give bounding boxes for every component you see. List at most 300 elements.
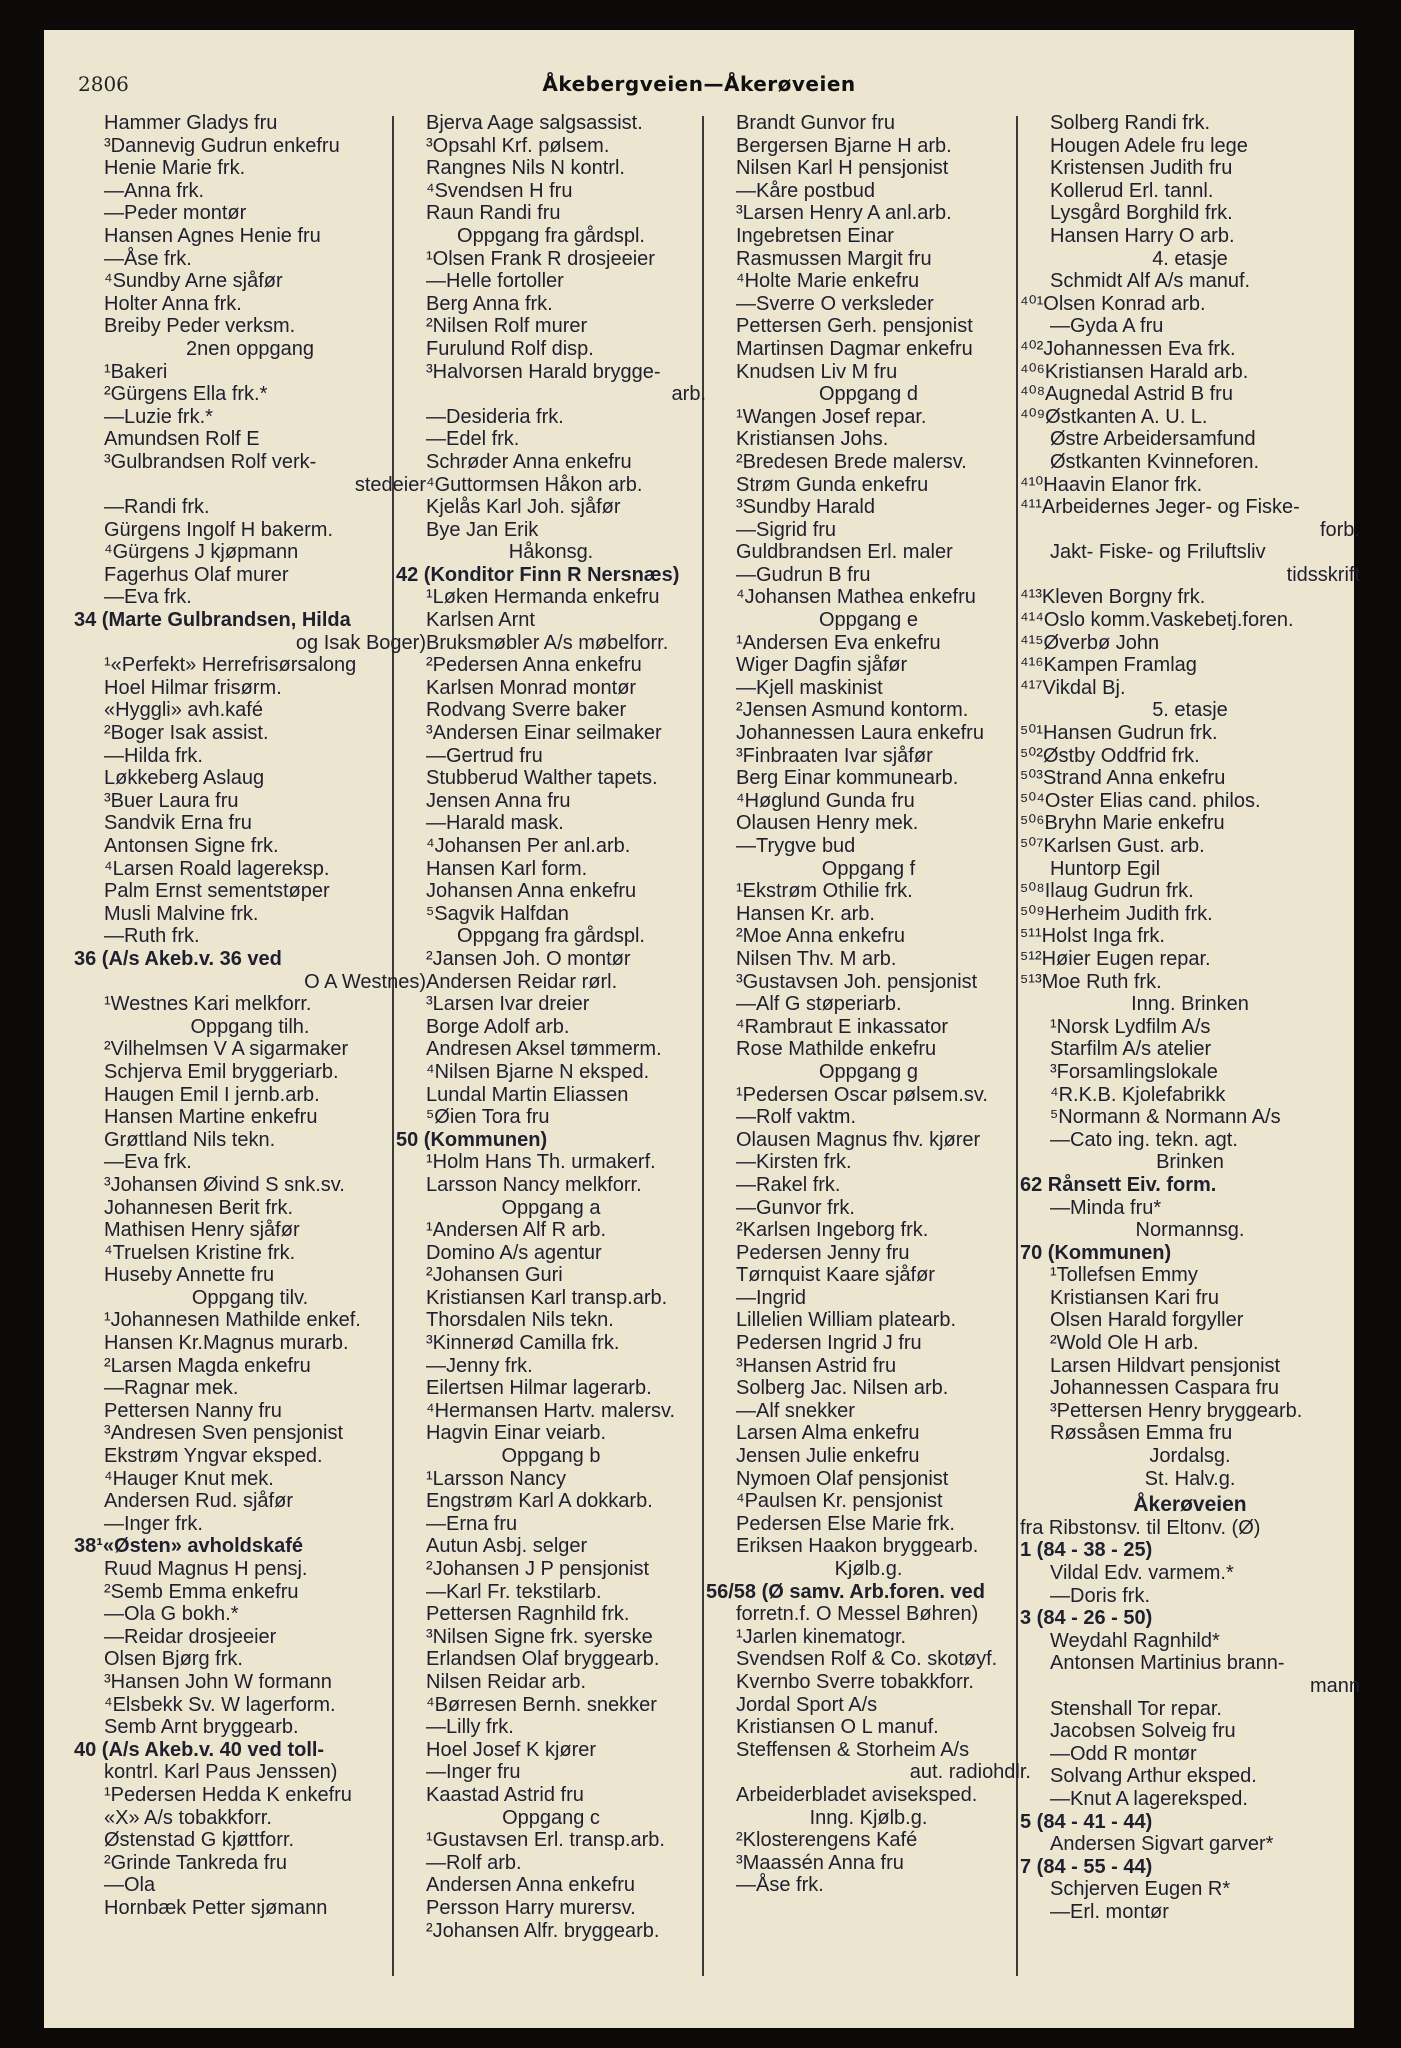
directory-line: —Åse frk. bbox=[104, 247, 192, 270]
directory-line: Kaastad Astrid fru bbox=[426, 1783, 584, 1806]
directory-line: —Trygve bud bbox=[736, 835, 856, 857]
directory-line: 5 (84 - 41 - 44) bbox=[1020, 1810, 1153, 1833]
directory-line: ²Moe Anna enkefru bbox=[736, 925, 905, 948]
directory-line: Andersen Sigvart garver* bbox=[1050, 1833, 1274, 1856]
directory-line: 70 (Kommunen) bbox=[1020, 1241, 1172, 1264]
directory-line: Olausen Magnus fhv. kjører bbox=[736, 1128, 981, 1151]
directory-line: Håkonsg. bbox=[508, 541, 594, 564]
directory-line: ³Halvorsen Harald brygge- bbox=[426, 360, 661, 383]
directory-line: 3 (84 - 26 - 50) bbox=[1020, 1607, 1153, 1630]
directory-line: Bruksmøbler A/s møbelforr. bbox=[426, 631, 669, 654]
directory-line: Kristiansen O L manuf. bbox=[736, 1716, 939, 1739]
directory-line: —Gyda A fru bbox=[1050, 315, 1164, 338]
directory-line: Lysgård Borghild frk. bbox=[1050, 202, 1233, 225]
directory-line: ³Forsamlingslokale bbox=[1050, 1060, 1218, 1083]
directory-line: —Lilly frk. bbox=[426, 1716, 514, 1739]
directory-line: ⁴Gürgens J kjøpmann bbox=[104, 541, 299, 564]
directory-line: Solvang Arthur eksped. bbox=[1050, 1765, 1257, 1788]
directory-line: Kjelås Karl Joh. sjåfør bbox=[426, 496, 621, 519]
directory-line: Åkerøveien bbox=[1133, 1493, 1247, 1517]
directory-line: aut. radiohdlr. bbox=[909, 1761, 1031, 1784]
directory-line: ⁴¹⁴Oslo komm.Vaskebetj.foren. bbox=[1020, 609, 1294, 632]
directory-line: Pettersen Ragnhild frk. bbox=[426, 1603, 630, 1626]
directory-line: Oppgang d bbox=[819, 383, 918, 406]
directory-line: Fagerhus Olaf murer bbox=[104, 563, 289, 586]
directory-line: St. Halv.g. bbox=[1144, 1467, 1236, 1490]
directory-line: Vildal Edv. varmem.* bbox=[1050, 1562, 1234, 1584]
directory-line: Normannsg. bbox=[1135, 1219, 1245, 1242]
directory-line: ¹Gustavsen Erl. transp.arb. bbox=[426, 1829, 665, 1852]
directory-line: forb. bbox=[1319, 518, 1360, 541]
directory-line: Kollerud Erl. tannl. bbox=[1050, 179, 1214, 202]
directory-line: ⁵⁰⁹Herheim Judith frk. bbox=[1020, 902, 1213, 925]
directory-line: fra Ribstonsv. til Eltonv. (Ø) bbox=[1020, 1516, 1261, 1539]
directory-line: Rose Mathilde enkefru bbox=[736, 1038, 937, 1061]
directory-line: ⁴⁰²Johannessen Eva frk. bbox=[1020, 337, 1236, 360]
directory-line: ³Finbraaten Ivar sjåfør bbox=[736, 744, 933, 767]
directory-line: Kristiansen Karl transp.arb. bbox=[426, 1286, 668, 1309]
directory-line: ⁴⁰⁸Augnedal Astrid B fru bbox=[1020, 383, 1233, 406]
directory-line: 4. etasje bbox=[1152, 247, 1228, 270]
directory-line: Brinken bbox=[1156, 1151, 1224, 1174]
directory-line: —Rolf arb. bbox=[426, 1851, 522, 1874]
directory-line: ¹Pedersen Oscar pølsem.sv. bbox=[736, 1083, 988, 1106]
directory-line: Lillelien William platearb. bbox=[736, 1309, 957, 1332]
directory-line: «Hyggli» avh.kafé bbox=[104, 699, 263, 722]
directory-line: Huseby Annette fru bbox=[104, 1264, 275, 1287]
directory-line: Olausen Henry mek. bbox=[736, 812, 919, 835]
directory-line: ¹Ekstrøm Othilie frk. bbox=[736, 880, 913, 903]
directory-line: Stenshall Tor repar. bbox=[1050, 1697, 1222, 1720]
directory-line: Pedersen Else Marie frk. bbox=[736, 1512, 955, 1535]
directory-line: ⁵⁰³Strand Anna enkefru bbox=[1020, 767, 1226, 790]
directory-line: Schjerven Eugen R* bbox=[1050, 1878, 1231, 1901]
directory-line: —Ragnar mek. bbox=[104, 1377, 239, 1400]
directory-line: —Erl. montør bbox=[1050, 1900, 1169, 1923]
directory-line: Palm Ernst sementstøper bbox=[104, 880, 330, 903]
directory-line: ¹Larsson Nancy bbox=[426, 1467, 567, 1490]
directory-line: Nilsen Reidar arb. bbox=[426, 1670, 587, 1693]
directory-line: ⁴Rambraut E inkassator bbox=[736, 1015, 949, 1038]
directory-line: Oppgang c bbox=[502, 1806, 600, 1829]
directory-line: Thorsdalen Nils tekn. bbox=[426, 1309, 614, 1332]
directory-line: Oppgang b bbox=[501, 1445, 601, 1468]
directory-line: ¹Andersen Alf R arb. bbox=[426, 1219, 607, 1242]
directory-line: Schrøder Anna enkefru bbox=[426, 450, 632, 473]
directory-line: Johannessen Caspara fru bbox=[1050, 1377, 1280, 1400]
directory-line: ¹Olsen Frank R drosjeeier bbox=[426, 247, 655, 270]
directory-line: Wiger Dagfin sjåfør bbox=[736, 654, 908, 677]
directory-line: ⁴Sundby Arne sjåfør bbox=[104, 270, 283, 293]
directory-line: —Alf snekker bbox=[736, 1399, 855, 1422]
directory-line: Solberg Jac. Nilsen arb. bbox=[736, 1377, 949, 1400]
directory-line: Hansen Agnes Henie fru bbox=[104, 224, 321, 247]
directory-line: ¹Pedersen Hedda K enkefru bbox=[104, 1783, 352, 1806]
directory-line: Hansen Kr.Magnus murarb. bbox=[104, 1332, 349, 1355]
directory-line: —Reidar drosjeeier bbox=[104, 1625, 277, 1648]
directory-line: —Rolf vaktm. bbox=[736, 1106, 857, 1129]
directory-line: Johannesen Berit frk. bbox=[104, 1196, 293, 1219]
directory-line: —Rakel frk. bbox=[736, 1173, 841, 1196]
directory-line: 34 (Marte Gulbrandsen, Hilda bbox=[74, 609, 351, 632]
directory-line: Bergersen Bjarne H arb. bbox=[736, 134, 952, 157]
directory-line: ³Hansen John W formann bbox=[104, 1670, 332, 1693]
directory-line: ⁴R.K.B. Kjolefabrikk bbox=[1050, 1083, 1226, 1106]
directory-line: Huntorp Egil bbox=[1050, 857, 1161, 880]
directory-line: Ruud Magnus H pensj. bbox=[104, 1558, 308, 1580]
directory-line: —Kåre postbud bbox=[736, 179, 875, 202]
column-1 bbox=[74, 112, 426, 1920]
directory-line: —Karl Fr. tekstilarb. bbox=[426, 1580, 602, 1603]
directory-line: ⁵Normann & Normann A/s bbox=[1050, 1106, 1281, 1129]
directory-line: Weydahl Ragnhild* bbox=[1050, 1629, 1220, 1652]
directory-line: ⁵⁰⁴Oster Elias cand. philos. bbox=[1020, 789, 1261, 812]
directory-line: —Kirsten frk. bbox=[736, 1151, 852, 1174]
directory-line: ²Karlsen Ingeborg frk. bbox=[736, 1219, 929, 1242]
directory-line: ⁴Elsbekk Sv. W lagerform. bbox=[104, 1693, 336, 1716]
directory-line: —Doris frk. bbox=[1050, 1584, 1150, 1607]
directory-line: og Isak Boger) bbox=[295, 631, 426, 654]
directory-line: Kristiansen Kari fru bbox=[1050, 1286, 1219, 1309]
directory-line: Starfilm A/s atelier bbox=[1050, 1038, 1212, 1061]
directory-line: Semb Arnt bryggearb. bbox=[104, 1716, 299, 1739]
directory-line: —Gudrun B fru bbox=[736, 563, 871, 586]
directory-line: Musli Malvine frk. bbox=[104, 902, 259, 925]
column-4 bbox=[1020, 112, 1360, 1924]
directory-line: ³Opsahl Krf. pølsem. bbox=[426, 134, 610, 157]
directory-line: Løkkeberg Aslaug bbox=[104, 767, 265, 790]
directory-line: Østre Arbeidersamfund bbox=[1050, 428, 1256, 451]
directory-line: O A Westnes) bbox=[304, 970, 426, 993]
directory-line: 62 Rånsett Eiv. form. bbox=[1020, 1173, 1217, 1196]
directory-line: Ingebretsen Einar bbox=[736, 224, 894, 247]
directory-line: ¹Holm Hans Th. urmakerf. bbox=[426, 1151, 656, 1174]
directory-line: ³Dannevig Gudrun enkefru bbox=[104, 134, 340, 157]
directory-line: ¹Andersen Eva enkefru bbox=[736, 631, 941, 654]
directory-line: Hansen Karl form. bbox=[426, 857, 588, 880]
directory-line: Andersen Reidar rørl. bbox=[426, 970, 618, 993]
directory-line: ⁴Larsen Roald lagereksp. bbox=[104, 857, 330, 880]
directory-line: Mathisen Henry sjåfør bbox=[104, 1219, 300, 1242]
directory-line: Raun Randi fru bbox=[426, 202, 561, 225]
directory-line: Hoel Josef K kjører bbox=[426, 1738, 597, 1761]
directory-line: Kvernbo Sverre tobakkforr. bbox=[736, 1670, 974, 1693]
directory-line: ¹Tollefsen Emmy bbox=[1050, 1264, 1198, 1287]
directory-line: —Harald mask. bbox=[426, 812, 564, 835]
directory-line: ²Jansen Joh. O montør bbox=[426, 947, 631, 970]
directory-line: Rodvang Sverre baker bbox=[426, 699, 627, 722]
directory-line: ¹Johannesen Mathilde enkef. bbox=[104, 1309, 361, 1332]
column-2 bbox=[396, 112, 706, 1942]
directory-line: ⁵⁰⁸Ilaug Gudrun frk. bbox=[1020, 880, 1194, 903]
directory-line: Autun Asbj. selger bbox=[426, 1535, 588, 1558]
directory-line: Andersen Anna enkefru bbox=[426, 1874, 636, 1897]
directory-line: ⁴¹¹Arbeidernes Jeger- og Fiske- bbox=[1020, 496, 1300, 519]
directory-line: 38¹«Østen» avholdskafé bbox=[74, 1535, 303, 1558]
directory-line: —Eva frk. bbox=[104, 1151, 192, 1174]
directory-line: 50 (Kommunen) bbox=[396, 1128, 548, 1151]
directory-line: —Ola G bokh.* bbox=[104, 1603, 239, 1626]
directory-line: 5. etasje bbox=[1152, 699, 1228, 722]
directory-line: Johannessen Laura enkefru bbox=[736, 722, 984, 745]
directory-line: —Cato ing. tekn. agt. bbox=[1050, 1128, 1238, 1151]
directory-line: ²Bredesen Brede malersv. bbox=[736, 450, 967, 473]
directory-line: Nilsen Thv. M arb. bbox=[736, 947, 897, 970]
directory-line: ⁴Holte Marie enkefru bbox=[736, 270, 920, 293]
directory-line: ⁴Johansen Mathea enkefru bbox=[736, 586, 976, 609]
directory-line: Bye Jan Erik bbox=[426, 518, 539, 541]
directory-line: 42 (Konditor Finn R Nersnæs) bbox=[396, 563, 680, 586]
directory-line: Pettersen Nanny fru bbox=[104, 1399, 282, 1422]
directory-line: ¹Jarlen kinematogr. bbox=[736, 1625, 907, 1648]
directory-line: ²Wold Ole H arb. bbox=[1050, 1332, 1199, 1355]
directory-line: Stubberud Walther tapets. bbox=[426, 767, 658, 790]
directory-line: Larsen Alma enkefru bbox=[736, 1422, 920, 1445]
directory-line: —Inger fru bbox=[426, 1761, 521, 1784]
directory-line: Andresen Aksel tømmerm. bbox=[426, 1038, 662, 1061]
directory-line: Jensen Anna fru bbox=[426, 789, 571, 812]
directory-line: —Ola bbox=[104, 1874, 156, 1897]
directory-line: Andersen Rud. sjåfør bbox=[104, 1490, 293, 1513]
directory-line: ³Johansen Øivind S snk.sv. bbox=[104, 1173, 345, 1196]
directory-line: Jakt- Fiske- og Friluftsliv bbox=[1050, 541, 1266, 564]
directory-line: Kristensen Judith fru bbox=[1050, 157, 1233, 180]
directory-line: ¹Wangen Josef repar. bbox=[736, 405, 927, 428]
directory-line: ²Larsen Magda enkefru bbox=[104, 1354, 311, 1377]
directory-line: ⁵Øien Tora fru bbox=[426, 1106, 550, 1129]
directory-line: Eriksen Haakon bryggearb. bbox=[736, 1535, 979, 1558]
directory-line: ²Nilsen Rolf murer bbox=[426, 315, 588, 338]
directory-line: —Alf G støperiarb. bbox=[736, 993, 902, 1016]
directory-line: ⁴Høglund Gunda fru bbox=[736, 789, 915, 812]
directory-line: Hornbæk Petter sjømann bbox=[104, 1896, 328, 1919]
directory-line: arb. bbox=[671, 383, 706, 406]
directory-line: ²Jensen Asmund kontorm. bbox=[736, 699, 969, 722]
directory-line: Berg Einar kommunearb. bbox=[736, 767, 959, 790]
directory-line: ⁴¹⁶Kampen Framlag bbox=[1020, 654, 1197, 677]
directory-line: Oppgang a bbox=[501, 1196, 601, 1219]
directory-line: ⁴Johansen Per anl.arb. bbox=[426, 835, 631, 857]
directory-line: ²Gürgens Ella frk.* bbox=[104, 383, 268, 406]
directory-line: ⁴Børresen Bernh. snekker bbox=[426, 1693, 657, 1716]
directory-line: ⁴Hermansen Hartv. malersv. bbox=[426, 1399, 676, 1422]
directory-line: Hagvin Einar veiarb. bbox=[426, 1422, 607, 1445]
directory-line: —Luzie frk.* bbox=[104, 405, 213, 428]
directory-line: Karlsen Monrad montør bbox=[426, 676, 637, 699]
directory-line: ⁴Nilsen Bjarne N eksped. bbox=[426, 1060, 650, 1083]
page-header bbox=[44, 66, 1354, 106]
directory-line: Pettersen Gerh. pensjonist bbox=[736, 315, 973, 338]
directory-line: ⁴⁰⁹Østkanten A. U. L. bbox=[1020, 405, 1208, 428]
directory-line: —Randi frk. bbox=[104, 496, 210, 519]
directory-line: ²Boger Isak assist. bbox=[104, 722, 269, 745]
directory-line: ³Pettersen Henry bryggearb. bbox=[1050, 1399, 1303, 1422]
directory-line: Martinsen Dagmar enkefru bbox=[736, 337, 973, 360]
directory-line: Grøttland Nils tekn. bbox=[104, 1128, 276, 1151]
directory-line: Breiby Peder verksm. bbox=[104, 315, 296, 338]
directory-line: ³Larsen Ivar dreier bbox=[426, 993, 590, 1016]
directory-line: Kjølb.g. bbox=[834, 1558, 903, 1580]
directory-line: Johansen Anna enkefru bbox=[426, 880, 637, 903]
directory-line: Erlandsen Olaf bryggearb. bbox=[426, 1648, 660, 1671]
directory-line: ³Hansen Astrid fru bbox=[736, 1354, 897, 1377]
directory-line: Kristiansen Johs. bbox=[736, 428, 889, 451]
directory-line: —Odd R montør bbox=[1050, 1742, 1197, 1765]
directory-line: —Hilda frk. bbox=[104, 744, 203, 767]
directory-line: Pedersen Jenny fru bbox=[736, 1241, 910, 1264]
directory-line: Hoel Hilmar frisørm. bbox=[104, 676, 282, 699]
directory-line: Schmidt Alf A/s manuf. bbox=[1050, 270, 1251, 293]
directory-line: mann bbox=[1309, 1674, 1360, 1697]
directory-line: —Kjell maskinist bbox=[736, 676, 883, 699]
directory-line: —Ingrid bbox=[736, 1286, 807, 1309]
directory-line: —Anna frk. bbox=[104, 179, 205, 202]
directory-line: ⁵⁰¹Hansen Gudrun frk. bbox=[1020, 722, 1218, 745]
directory-line: ¹Norsk Lydfilm A/s bbox=[1050, 1015, 1211, 1038]
directory-line: Olsen Harald forgyller bbox=[1050, 1309, 1244, 1332]
directory-line: Holter Anna frk. bbox=[104, 292, 242, 315]
directory-line: —Helle fortoller bbox=[426, 270, 564, 293]
directory-line: ⁴Svendsen H fru bbox=[426, 179, 573, 202]
directory-line: Persson Harry murersv. bbox=[426, 1896, 636, 1919]
directory-line: —Knut A lagereksped. bbox=[1050, 1787, 1248, 1810]
directory-line: Schjerva Emil bryggeriarb. bbox=[104, 1060, 339, 1083]
directory-line: ⁴Paulsen Kr. pensjonist bbox=[736, 1490, 943, 1513]
directory-line: ²Johansen J P pensjonist bbox=[426, 1558, 650, 1580]
directory-line: —Gertrud fru bbox=[426, 744, 543, 767]
directory-line: ²Johansen Guri bbox=[426, 1264, 563, 1287]
directory-line: ⁵¹³Moe Ruth frk. bbox=[1020, 970, 1162, 993]
directory-line: Oppgang tilh. bbox=[190, 1015, 310, 1038]
directory-line: ²Pedersen Anna enkefru bbox=[426, 654, 642, 677]
directory-line: Hougen Adele fru lege bbox=[1050, 134, 1248, 157]
directory-line: Jensen Julie enkefru bbox=[736, 1445, 920, 1468]
directory-line: —Åse frk. bbox=[736, 1874, 824, 1897]
directory-line: ³Larsen Henry A anl.arb. bbox=[736, 202, 952, 225]
directory-line: Berg Anna frk. bbox=[426, 292, 553, 315]
directory-line: Svendsen Rolf & Co. skotøyf. bbox=[736, 1648, 998, 1671]
directory-line: Østkanten Kvinneforen. bbox=[1050, 450, 1260, 473]
directory-line: ⁴¹⁵Øverbø John bbox=[1020, 631, 1160, 654]
directory-line: Hansen Martine enkefru bbox=[104, 1106, 318, 1129]
directory-line: «X» A/s tobakkforr. bbox=[104, 1806, 272, 1829]
directory-line: ¹Løken Hermanda enkefru bbox=[426, 586, 660, 609]
directory-line: ⁴Hauger Knut mek. bbox=[104, 1467, 274, 1490]
directory-line: Østenstad G kjøttforr. bbox=[104, 1829, 295, 1852]
directory-line: Sandvik Erna fru bbox=[104, 812, 252, 835]
directory-line: Strøm Gunda enkefru bbox=[736, 473, 929, 496]
directory-page bbox=[44, 30, 1360, 2028]
directory-line: ²Klosterengens Kafé bbox=[736, 1829, 918, 1852]
directory-line: ³Nilsen Signe frk. syerske bbox=[426, 1625, 653, 1648]
directory-line: —Peder montør bbox=[104, 202, 247, 225]
directory-line: Rasmussen Margit fru bbox=[736, 247, 932, 270]
directory-line: Jordalsg. bbox=[1149, 1445, 1231, 1468]
directory-line: stedeier bbox=[354, 473, 426, 496]
page-number: 2806 bbox=[78, 72, 129, 96]
directory-line: Borge Adolf arb. bbox=[426, 1015, 570, 1038]
directory-line: ⁴¹⁰Haavin Elanor frk. bbox=[1020, 473, 1203, 496]
directory-line: ⁴⁰⁶Kristiansen Harald arb. bbox=[1020, 360, 1249, 383]
directory-line: ⁵¹¹Holst Inga frk. bbox=[1020, 925, 1165, 948]
directory-line: tidsskrift bbox=[1286, 563, 1360, 586]
directory-line: ³Andresen Sven pensjonist bbox=[104, 1422, 344, 1445]
directory-line: ⁴¹⁷Vikdal Bj. bbox=[1020, 676, 1126, 699]
directory-line: Brandt Gunvor fru bbox=[736, 112, 895, 134]
directory-line: ¹«Perfekt» Herrefrisørsalong bbox=[104, 654, 357, 677]
directory-line: ⁴¹³Kleven Borgny frk. bbox=[1020, 586, 1206, 609]
directory-line: ²Johansen Alfr. bryggearb. bbox=[426, 1919, 660, 1942]
directory-line: Hansen Harry O arb. bbox=[1050, 224, 1235, 247]
directory-line: Furulund Rolf disp. bbox=[426, 337, 594, 360]
directory-line: Henie Marie frk. bbox=[104, 157, 246, 180]
directory-line: Lundal Martin Eliassen bbox=[426, 1083, 629, 1106]
directory-line: Inng. Brinken bbox=[1131, 993, 1249, 1016]
directory-line: ³Gulbrandsen Rolf verk- bbox=[104, 450, 317, 473]
directory-line: Arbeiderbladet aviseksped. bbox=[736, 1783, 978, 1806]
directory-line: 40 (A/s Akeb.v. 40 ved toll- bbox=[74, 1738, 325, 1761]
page-title: Åkebergveien—Åkerøveien bbox=[542, 72, 856, 96]
directory-line: Oppgang g bbox=[819, 1060, 918, 1083]
column-3 bbox=[706, 112, 1031, 1897]
directory-line: Domino A/s agentur bbox=[426, 1241, 602, 1264]
directory-line: Eilertsen Hilmar lagerarb. bbox=[426, 1377, 652, 1400]
directory-line: ⁴Truelsen Kristine frk. bbox=[104, 1241, 296, 1264]
directory-line: Bjerva Aage salgsassist. bbox=[426, 112, 643, 134]
directory-line: Inng. Kjølb.g. bbox=[809, 1806, 928, 1829]
directory-line: ²Grinde Tankreda fru bbox=[104, 1851, 288, 1874]
directory-line: Nymoen Olaf pensjonist bbox=[736, 1467, 949, 1490]
directory-line: ³Andersen Einar seilmaker bbox=[426, 722, 662, 745]
directory-line: Antonsen Martinius brann- bbox=[1050, 1652, 1285, 1675]
directory-line: ²Vilhelmsen V A sigarmaker bbox=[104, 1038, 349, 1061]
directory-line: —Erna fru bbox=[426, 1512, 518, 1535]
directory-line: forretn.f. O Messel Bøhren) bbox=[736, 1603, 979, 1626]
directory-line: Hammer Gladys fru bbox=[104, 112, 278, 134]
directory-line: Haugen Emil I jernb.arb. bbox=[104, 1083, 320, 1106]
directory-line: —Gunvor frk. bbox=[736, 1196, 855, 1219]
directory-line: Karlsen Arnt bbox=[426, 609, 535, 632]
directory-line: ³Sundby Harald bbox=[736, 496, 875, 519]
directory-line: 2nen oppgang bbox=[186, 337, 314, 360]
directory-line: Oppgang fra gårdspl. bbox=[457, 925, 645, 948]
directory-line: Røssåsen Emma fru bbox=[1050, 1422, 1233, 1445]
directory-line: ⁴⁰¹Olsen Konrad arb. bbox=[1020, 292, 1206, 315]
directory-line: kontrl. Karl Paus Jenssen) bbox=[104, 1761, 338, 1784]
directory-line: ⁵⁰⁷Karlsen Gust. arb. bbox=[1020, 835, 1205, 857]
directory-line: ³Maassén Anna fru bbox=[736, 1851, 904, 1874]
directory-line: ⁵Sagvik Halfdan bbox=[426, 902, 569, 925]
directory-line: —Sverre O verksleder bbox=[736, 292, 934, 315]
directory-line: Oppgang f bbox=[821, 857, 916, 880]
directory-line: Steffensen & Storheim A/s bbox=[736, 1738, 970, 1761]
directory-line: Guldbrandsen Erl. maler bbox=[736, 541, 953, 564]
directory-line: Solberg Randi frk. bbox=[1050, 112, 1211, 134]
directory-line: Pedersen Ingrid J fru bbox=[736, 1332, 922, 1355]
directory-line: —Sigrid fru bbox=[736, 518, 837, 541]
directory-line: ¹Bakeri bbox=[104, 360, 168, 383]
directory-line: Rangnes Nils N kontrl. bbox=[426, 157, 625, 180]
directory-line: ²Semb Emma enkefru bbox=[104, 1580, 299, 1603]
directory-line: ³Buer Laura fru bbox=[104, 789, 239, 812]
directory-line: Knudsen Liv M fru bbox=[736, 360, 898, 383]
directory-line: Oppgang e bbox=[819, 609, 918, 632]
directory-line: Jordal Sport A/s bbox=[736, 1693, 878, 1716]
directory-line: ³Kinnerød Camilla frk. bbox=[426, 1332, 620, 1355]
directory-line: —Desideria frk. bbox=[426, 405, 564, 428]
directory-line: Oppgang tilv. bbox=[191, 1286, 309, 1309]
directory-line: 56/58 (Ø samv. Arb.foren. ved bbox=[706, 1580, 985, 1603]
